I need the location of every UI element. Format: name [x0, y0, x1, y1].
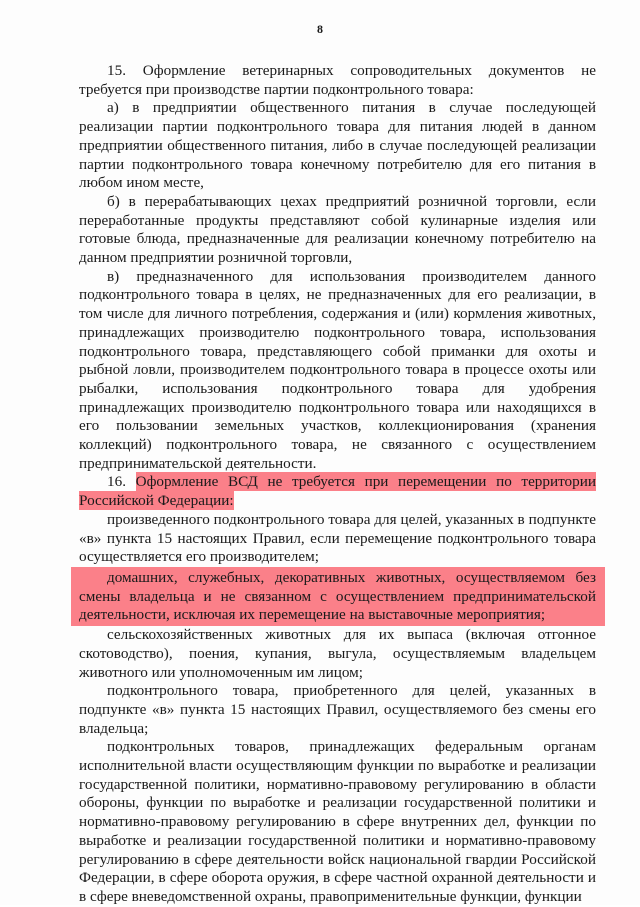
highlighted-heading-16: Оформление ВСД не требуется при перемещении по территории Российской Федерации: — [79, 473, 596, 510]
paragraph-16-item-4: подконтрольного товара, приобретенного для целей, указанных в подпункте «в» пункта 15 настоящих Правил, осуществляемого без смены его владельца; — [79, 682, 596, 737]
highlighted-paragraph-16-item-2: домашних, служебных, декоративных животных, осуществляемом без смены владельца и не связанном с осуществлением предпринимательской деятельности, исключая их перемещение на выставочные мероприятия; — [71, 567, 605, 626]
paragraph-16-item-3: сельскохозяйственных животных для их выпаса (включая отгонное скотоводство), поения, купания, выгула, осуществляемым владельцем животного или уполномоченным им лицом; — [79, 626, 596, 681]
paragraph-15: 15. Оформление ветеринарных сопроводительных документов не требуется при производстве партии подконтрольного товара: — [79, 62, 596, 98]
paragraph-16-item-1: произведенного подконтрольного товара для целей, указанных в подпункте «в» пункта 15 настоящих Правил, если перемещение подконтрольного товара осуществляется его производителем; — [79, 510, 596, 566]
paragraph-15-b: б) в перерабатывающих цехах предприятий розничной торговли, если переработанные продукты представляют собой кулинарные изделия или готовые блюда, предназначенные для реализации конечному потребителю на данном предприятии розничной торговли, — [79, 192, 596, 267]
paragraph-16-number: 16. — [107, 473, 136, 491]
paragraph-16 — [79, 473, 596, 510]
page-number: 8 — [317, 22, 323, 36]
document-body — [79, 62, 596, 907]
paragraph-15-v: в) предназначенного для использования производителем данного подконтрольного товара в целях, не предназначенных для его реализации, в том числе для личного потребления, содержания и (или) кормления животных, принадлежащих производителю подконтрольного товара, использования подконтрольного товара, представляющего собой приманки для охоты и рыбной ловли, производителем подконтрольного товара в процессе охоты или рыбалки, использования подконтрольного товара для удобрения принадлежащих производителю подконтрольного товара или находящихся в его пользовании земельных участков, коллекционирования (хранения коллекций) подконтрольного товара, не связанного с осуществлением предпринимательской деятельности. — [79, 267, 596, 472]
paragraph-15-a: а) в предприятии общественного питания в случае последующей реализации партии подконтрольного товара для питания людей в данном предприятии общественного питания, либо в случае последующей реализации партии подконтрольного товара конечному потребителю для его питания в любом ином месте, — [79, 99, 596, 192]
paragraph-16-item-5: подконтрольных товаров, принадлежащих федеральным органам исполнительной власти осуществляющим функции по выработке и реализации государственной политики, нормативно-правовому регулированию в области обороны, функции по выработке и реализации государственной политики и нормативно-правовому регулированию в сфере внутренних дел, функции по выработке и реализации государственной политики и нормативно-правовому регулированию в сфере деятельности войск национальной гвардии Российской Федерации, в сфере оборота оружия, в сфере частной охранной деятельности и в сфере вневедомственной охраны, правоприменительные функции, функции — [79, 738, 596, 905]
